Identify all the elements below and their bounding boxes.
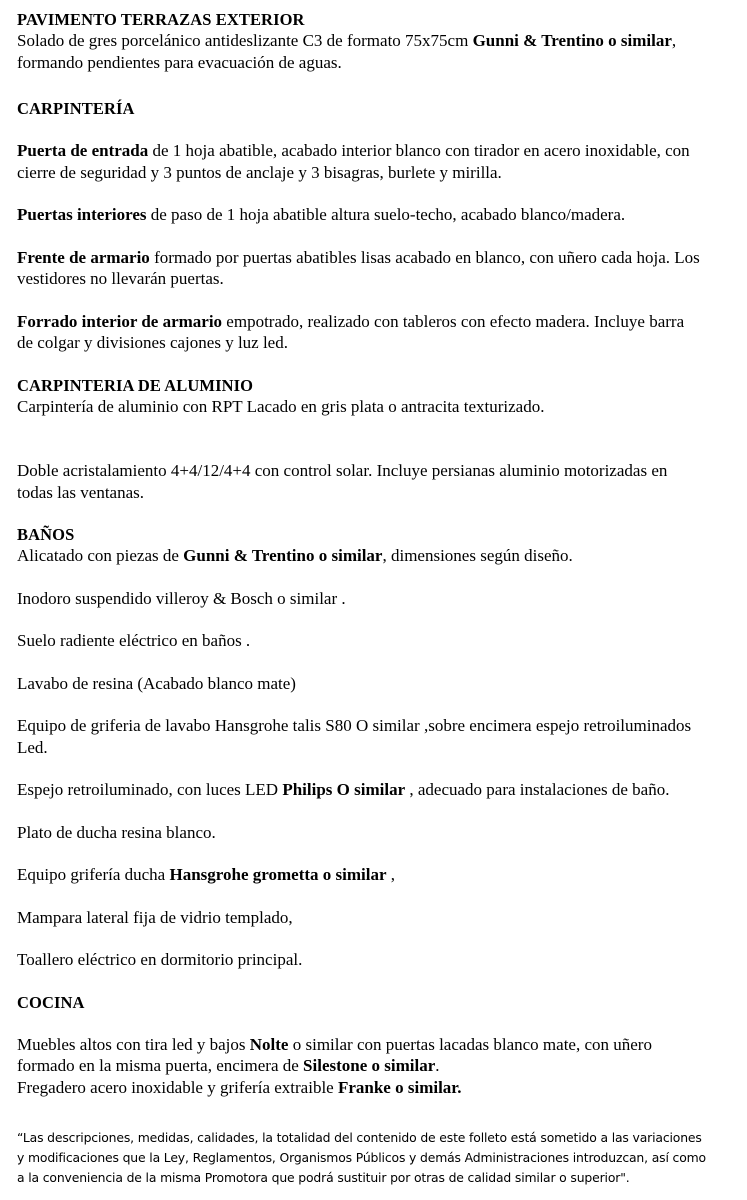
paragraph-griferia-ducha xyxy=(17,864,703,886)
brand-gunni-trentino: Gunni & Trentino o similar xyxy=(472,31,672,50)
paragraph-lavabo xyxy=(17,673,703,695)
paragraph-acristalamiento xyxy=(17,460,703,503)
text-run: Muebles altos con tira led y bajos xyxy=(17,1034,250,1054)
text-run: Inodoro suspendido villeroy & Bosch o similar . xyxy=(17,588,346,608)
text-run: Espejo retroiluminado, con luces LED xyxy=(17,780,283,799)
brand-franke: Franke o similar. xyxy=(337,1077,462,1097)
text-run: Toallero eléctrico en dormitorio principal. xyxy=(17,950,303,969)
section-heading-cocina: COCINA xyxy=(17,992,85,1012)
text-run: de 1 hoja abatible, acabado interior blanco con tirador en acero inoxidable, con cierre de seguridad y 3 puntos de anclaje y 3 bisagras, burlete y mirilla. xyxy=(17,141,690,182)
text-run: de paso de 1 hoja abatible altura suelo-techo, acabado blanco/madera. xyxy=(146,205,626,224)
paragraph-muebles-cocina xyxy=(17,1034,703,1077)
text-run: . xyxy=(435,1056,440,1075)
paragraph-toallero xyxy=(17,949,703,971)
brand-philips: Philips O similar xyxy=(282,780,406,799)
paragraph-pavimento-desc xyxy=(17,30,703,73)
text-run: formado por puertas abatibles lisas acabado en blanco, con uñero cada hoja. Los vestidores no llevarán puertas. xyxy=(17,247,700,288)
text-run: , dimensiones según diseño. xyxy=(382,546,573,565)
legal-disclaimer: “Las descripciones, medidas, calidades, la totalidad del contenido de este folleto está sometido a las variaciones y modificaciones que la Ley, Reglamentos, Organismos Públicos y demás Administraciones introduzcan, así como a la conveniencia de la misma Promotora que podrá sustituir por otras de calidad similar o superior". xyxy=(17,1130,706,1185)
text-run: Solado de gres porcelánico antideslizante C3 de formato 75x75cm xyxy=(17,31,473,50)
text-run: Plato de ducha resina blanco. xyxy=(17,822,216,842)
paragraph-suelo-radiante xyxy=(17,630,703,652)
brand-nolte: Nolte xyxy=(249,1034,289,1054)
label-puertas-interiores: Puertas interiores xyxy=(17,205,147,224)
section-heading-banos: BAÑOS xyxy=(17,525,75,544)
text-run: , adecuado para instalaciones de baño. xyxy=(405,780,670,799)
text-run: Doble acristalamiento 4+4/12/4+4 con control solar. Incluye persianas aluminio motorizadas en todas las ventanas. xyxy=(17,461,668,502)
label-frente-armario: Frente de armario xyxy=(17,247,150,267)
text-run: , formando pendientes para evacuación de aguas. xyxy=(17,31,677,72)
section-heading-carpinteria: CARPINTERÍA xyxy=(17,99,135,118)
paragraph-plato-ducha xyxy=(17,822,703,844)
paragraph-frente-armario xyxy=(17,247,703,290)
paragraph-mampara xyxy=(17,907,703,929)
brand-hansgrohe-grometta: Hansgrohe grometta o similar xyxy=(169,865,387,884)
paragraph-espejo xyxy=(17,779,703,801)
label-puerta-entrada: Puerta de entrada xyxy=(17,141,149,160)
text-run: , xyxy=(386,865,396,884)
text-run: Alicatado con piezas de xyxy=(17,546,184,565)
section-heading-pavimento: PAVIMENTO TERRAZAS EXTERIOR xyxy=(17,10,305,29)
brand-silestone: Silestone o similar xyxy=(303,1056,436,1075)
paragraph-griferia-lavabo xyxy=(17,715,703,758)
paragraph-forrado-armario xyxy=(17,311,703,354)
brand-gunni-trentino: Gunni & Trentino o similar xyxy=(183,546,383,565)
text-run: Suelo radiente eléctrico en baños . xyxy=(17,631,251,650)
text-run: Carpintería de aluminio con RPT Lacado en gris plata o antracita texturizado. xyxy=(17,396,545,416)
text-run: Mampara lateral fija de vidrio templado, xyxy=(17,907,293,927)
text-run: empotrado, realizado con tableros con efecto madera. Incluye barra de colgar y divisiones cajones y luz led. xyxy=(17,311,685,352)
paragraph-inodoro xyxy=(17,588,703,610)
paragraph-alicatado xyxy=(17,545,703,567)
paragraph-aluminio-desc xyxy=(17,396,703,418)
text-run: Equipo de griferia de lavabo Hansgrohe talis S80 O similar ,sobre encimera espejo retroiluminados Led. xyxy=(17,716,692,757)
text-run: o similar con puertas lacadas blanco mate, con uñero formado en la misma puerta, encimera de xyxy=(17,1034,652,1075)
paragraph-puerta-entrada xyxy=(17,140,703,183)
paragraph-fregadero xyxy=(17,1077,703,1099)
text-run: Lavabo de resina (Acabado blanco mate) xyxy=(17,673,296,693)
label-forrado-armario: Forrado interior de armario xyxy=(17,311,223,331)
section-heading-carpinteria-aluminio: CARPINTERIA DE ALUMINIO xyxy=(17,375,254,395)
text-run: Fregadero acero inoxidable y grifería extraible xyxy=(17,1077,338,1097)
text-run: Equipo grifería ducha xyxy=(17,865,170,884)
paragraph-puertas-interiores xyxy=(17,204,703,226)
